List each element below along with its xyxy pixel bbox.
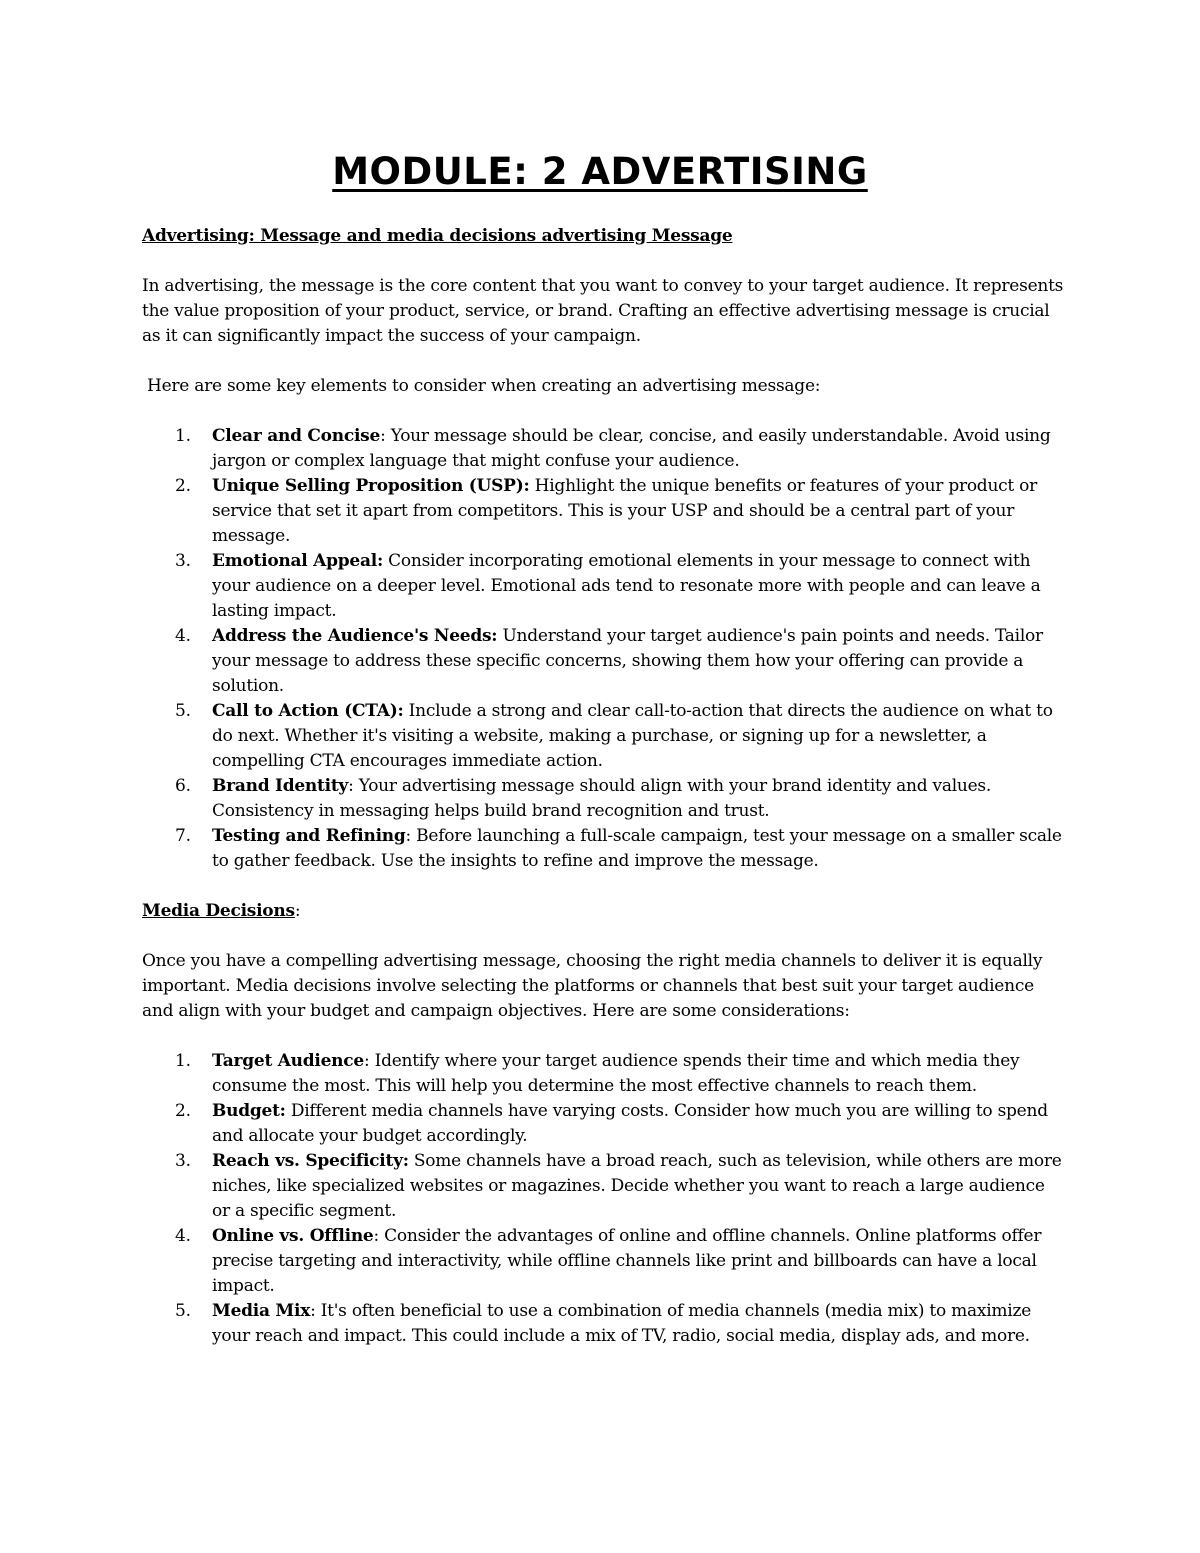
list-item [142,424,1067,474]
list-sep: : [380,426,386,446]
list-text: Identify where your target audience spends their time and which media they consume the most. This will help you determine the most effective channels to reach them. [212,1051,1020,1096]
list-item [142,1299,1067,1349]
list-term: Call to Action (CTA): [212,701,404,721]
list-number: 3. [175,1151,191,1171]
list-term: Target Audience [212,1051,364,1071]
list-number: 5. [175,1301,191,1321]
list-number: 1. [175,1051,191,1071]
section1-intro: Here are some key elements to consider when creating an advertising message: [147,376,821,396]
list-term: Reach vs. Specificity: [212,1151,409,1171]
list-text: Consider incorporating emotional elements in your message to connect with your audience on a deeper level. Emotional ads tend to resonate more with people and can leave a lasting impact. [212,551,1041,621]
list-text: Consider the advantages of online and offline channels. Online platforms offer precise targeting and interactivity, while offline channels like print and billboards can have a local impact. [212,1226,1042,1296]
list-text: Your message should be clear, concise, and easily understandable. Avoid using jargon or complex language that might confuse your audience. [212,426,1051,471]
list-sep: : [348,776,354,796]
section2-heading: Media Decisions [142,901,295,921]
list-item [142,824,1067,874]
list-term: Unique Selling Proposition (USP): [212,476,530,496]
list-sep: : [405,826,412,846]
list-item [142,1149,1067,1224]
list-number: 1. [175,426,191,446]
list-number: 7. [175,826,191,846]
list-number: 4. [175,626,191,646]
list-term: Online vs. Offline [212,1226,374,1246]
list-text: Different media channels have varying costs. Consider how much you are willing to spend and allocate your budget accordingly. [212,1101,1048,1146]
list-text: Before launching a full-scale campaign, test your message on a smaller scale to gather feedback. Use the insights to refine and improve the message. [212,826,1062,871]
list-item [142,624,1067,699]
document-body [142,224,1067,1349]
list-number: 6. [175,776,191,796]
list-text: Highlight the unique benefits or features of your product or service that set it apart from competitors. This is your USP and should be a central part of your message. [212,476,1038,546]
section2-heading-sep: : [294,901,301,921]
list-term: Testing and Refining [212,826,406,846]
list-term: Clear and Concise [212,426,381,446]
section1-list [142,424,1067,874]
section2-paragraph: Once you have a compelling advertising message, choosing the right media channels to deliver it is equally important. Media decisions involve selecting the platforms or channels that best suit your target audience and align with your budget and campaign objectives. Here are some considerations: [142,951,1043,1021]
list-text: Your advertising message should align with your brand identity and values. Consistency in messaging helps build brand recognition and trust. [212,776,992,821]
list-sep: : [363,1051,370,1071]
section2-heading-line [142,899,1067,924]
section2-list [142,1049,1067,1349]
list-term: Media Mix [212,1301,311,1321]
list-text: Understand your target audience's pain points and needs. Tailor your message to address these specific concerns, showing them how your offering can provide a solution. [212,626,1043,696]
list-text: It's often beneficial to use a combination of media channels (media mix) to maximize your reach and impact. This could include a mix of TV, radio, social media, display ads, and more. [212,1301,1032,1346]
list-item [142,474,1067,549]
list-term: Brand Identity [212,776,349,796]
list-item [142,1224,1067,1299]
list-item [142,774,1067,824]
list-item [142,1049,1067,1099]
list-term: Emotional Appeal: [212,551,383,571]
section1-heading: Advertising: Message and media decisions advertising Message [142,226,733,246]
list-term: Budget: [212,1101,286,1121]
list-number: 2. [175,1101,191,1121]
document-title: MODULE: 2 ADVERTISING [332,150,868,193]
list-number: 3. [175,551,191,571]
list-item [142,699,1067,774]
list-number: 2. [175,476,191,496]
list-term: Address the Audience's Needs: [212,626,498,646]
list-item [142,1099,1067,1149]
list-sep: : [373,1226,379,1246]
section1-paragraph: In advertising, the message is the core content that you want to convey to your target audience. It represents the value proposition of your product, service, or brand. Crafting an effective advertising message is crucial as it can significantly impact the success of your campaign. [142,276,1064,346]
list-sep: : [310,1301,316,1321]
list-text: Some channels have a broad reach, such as television, while others are more niches, like specialized websites or magazines. Decide whether you want to reach a large audience or a specific segment. [212,1151,1062,1221]
list-item [142,549,1067,624]
list-number: 5. [175,701,191,721]
list-number: 4. [175,1226,191,1246]
list-text: Include a strong and clear call-to-action that directs the audience on what to do next. Whether it's visiting a website, making a purchase, or signing up for a newsletter, a compelling CTA encourages immediate action. [212,701,1053,771]
